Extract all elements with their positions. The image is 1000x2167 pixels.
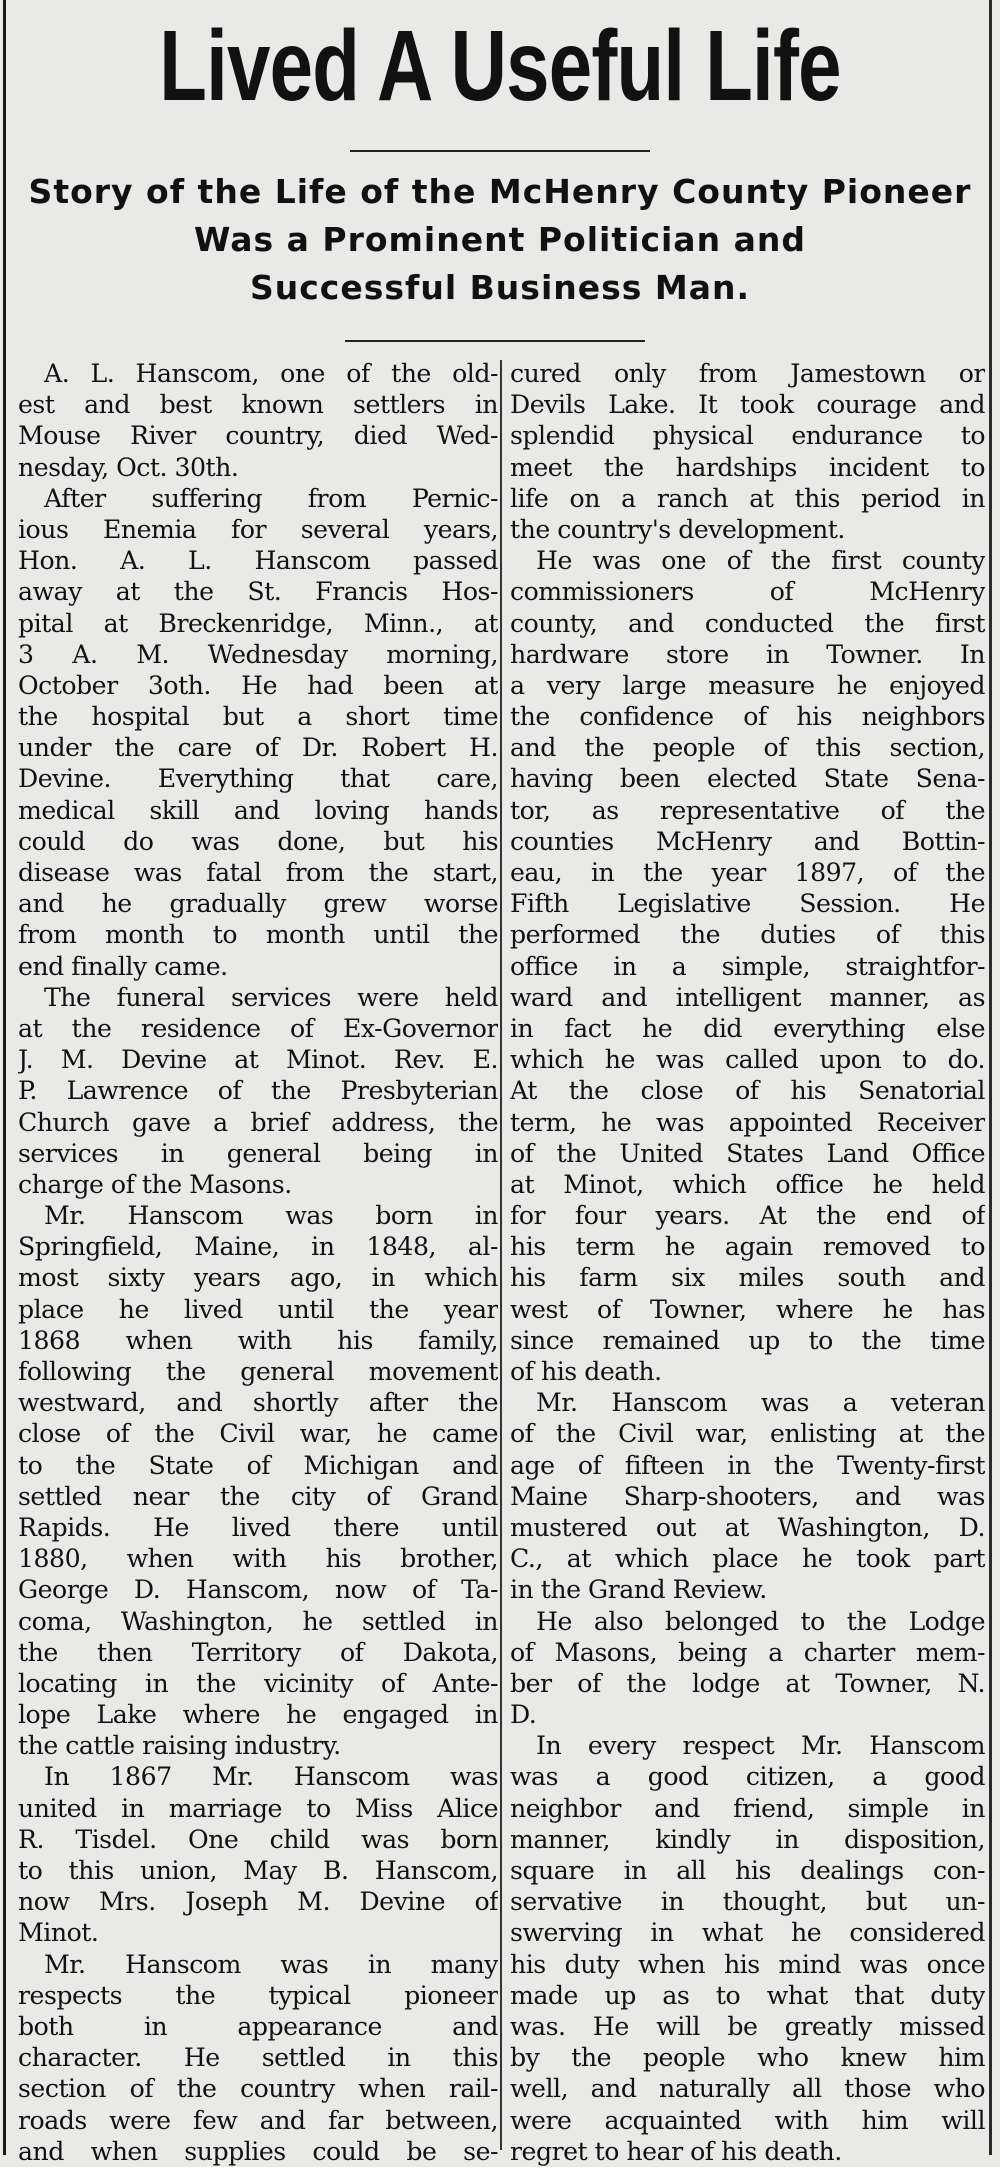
article-line: by the people who knew him [510,2043,985,2073]
article-line: were acquainted with him will [510,2105,985,2135]
article-line: following the general movement [18,1357,498,1386]
article-line: After suffering from Pernic- [44,483,498,513]
article-line: place he lived until the year [18,1294,498,1324]
article-line: Springfield, Maine, in 1848, al- [18,1232,498,1262]
article-line: Mr. Hanscom was in many [44,1949,498,1979]
article-line: at Minot, which office he held [510,1169,985,1199]
subheadline [0,168,1000,312]
article-line: could do was done, but his [18,826,498,856]
article-line: of the Civil war, enlisting at the [510,1419,985,1449]
article-line: D. [510,1700,537,1730]
article-line: The funeral services were held [44,982,498,1012]
article-line: He was one of the first county [536,546,985,576]
article-column-left [18,358,498,2167]
article-line: the then Territory of Dakota, [18,1637,498,1667]
article-line: est and best known settlers in [18,390,498,420]
article-line: lope Lake where he engaged in [18,1700,498,1730]
left-column-rule [3,0,6,2155]
article-line: swerving in what he considered [510,1918,985,1948]
article-line: roads were few and far between, [18,2105,498,2135]
article-line: ious Enemia for several years, [18,514,498,544]
article-line: end finally came. [18,951,228,981]
right-column-rule [989,0,992,2155]
article-line: He also belonged to the Lodge [536,1606,985,1636]
article-line: commissioners of McHenry [510,577,985,607]
article-line: the country's development. [510,514,845,544]
article-line: settled near the city of Grand [18,1481,498,1511]
article-line: 3 A. M. Wednesday morning, [18,639,498,669]
article-line: the confidence of his neighbors [510,702,985,732]
article-line: most sixty years ago, in which [18,1263,498,1293]
headline: Lived A Useful Life [159,10,841,122]
article-line: pital at Breckenridge, Minn., at [18,608,498,638]
column-divider [500,360,502,2150]
article-line: of the United States Land Office [510,1138,985,1168]
article-line: Rapids. He lived there until [18,1512,498,1542]
article-line: and when supplies could be se- [18,2136,498,2166]
subheadline-line: Was a Prominent Politician and [194,220,806,259]
article-line: his duty when his mind was once [510,1949,985,1979]
article-line: and the people of this section, [510,733,985,763]
article-line: neighbor and friend, simple in [510,1793,985,1823]
article-line: A. L. Hanscom, one of the old- [44,359,498,388]
article-line: ward and intelligent manner, as [510,982,985,1012]
article-line: eau, in the year 1897, of the [510,858,985,887]
article-line: square in all his dealings con- [510,1856,985,1885]
article-line: October 3oth. He had been at [18,670,498,700]
deck-divider [345,340,645,342]
article-line: away at the St. Francis Hos- [18,577,498,607]
article-line: section of the country when rail- [18,2074,498,2104]
article-line: Mr. Hanscom was a veteran [536,1388,985,1418]
article-line: was a good citizen, a good [510,1762,985,1792]
article-line: office in a simple, straightfor- [510,951,985,981]
article-line: medical skill and loving hands [18,795,498,825]
article-line: regret to hear of his death. [510,2136,842,2166]
article-line: having been elected State Sena- [510,764,985,794]
article-line: in the Grand Review. [510,1575,767,1605]
article-line: disease was fatal from the start, [18,858,498,887]
article-line: to the State of Michigan and [18,1450,498,1480]
article-line: was. He will be greatly missed [510,2011,985,2041]
article-line: his farm six miles south and [510,1263,985,1293]
article-line: At the close of his Senatorial [510,1076,985,1106]
article-line: life on a ranch at this period in [510,483,985,513]
article-line: west of Towner, where he has [510,1294,985,1324]
article-line: which he was called upon to do. [510,1045,985,1075]
article-line: tor, as representative of the [510,795,985,825]
article-line: under the care of Dr. Robert H. [18,733,498,763]
article-line: the cattle raising industry. [18,1731,341,1761]
article-line: from month to month until the [18,920,498,950]
article-line: counties McHenry and Bottin- [510,826,985,856]
article-line: made up as to what that duty [510,1980,985,2010]
article-line: 1880, when with his brother, [18,1544,498,1574]
article-line: C., at which place he took part [510,1544,985,1574]
article-line: locating in the vicinity of Ante- [18,1668,498,1698]
article-line: cured only from Jamestown or [510,359,985,388]
article-line: Devine. Everything that care, [18,764,498,794]
article-line: Minot. [18,1918,99,1948]
article-line: charge of the Masons. [18,1169,292,1199]
article-line: now Mrs. Joseph M. Devine of [18,1887,498,1917]
article-line: age of fifteen in the Twenty-first [510,1450,985,1480]
headline-divider [350,150,650,152]
article-line: and he gradually grew worse [18,889,498,919]
article-line: mustered out at Washington, D. [510,1512,985,1542]
article-line: well, and naturally all those who [510,2074,985,2104]
article-line: ber of the lodge at Towner, N. [510,1668,985,1698]
article-line: character. He settled in this [18,2043,498,2073]
article-line: Hon. A. L. Hanscom passed [18,546,498,576]
article-line: hardware store in Towner. In [510,639,985,669]
article-line: nesday, Oct. 30th. [18,452,239,482]
article-line: manner, kindly in disposition, [510,1824,985,1854]
article-line: George D. Hanscom, now of Ta- [18,1575,498,1605]
article-line: of his death. [510,1357,662,1386]
article-line: at the residence of Ex-Governor [18,1013,498,1043]
article-line: of Masons, being a charter mem- [510,1637,985,1667]
article-line: coma, Washington, he settled in [18,1606,498,1636]
article-line: R. Tisdel. One child was born [18,1824,498,1854]
article-line: In every respect Mr. Hanscom [536,1731,985,1761]
article-line: westward, and shortly after the [18,1388,498,1418]
article-line: Church gave a brief address, the [18,1107,498,1137]
subheadline-line: Successful Business Man. [249,268,751,307]
article-line: since remained up to the time [510,1325,985,1355]
article-line: Devils Lake. It took courage and [510,390,985,420]
article-line: Maine Sharp-shooters, and was [510,1481,985,1511]
article-line: the hospital but a short time [18,702,498,732]
article-line: meet the hardships incident to [510,452,985,482]
article-line: Mouse River country, died Wed- [18,421,498,451]
article-line: J. M. Devine at Minot. Rev. E. [18,1045,498,1075]
article-line: a very large measure he enjoyed [510,670,985,700]
article-line: Mr. Hanscom was born in [44,1201,498,1231]
article-column-right [510,358,985,2167]
article-line: county, and conducted the first [510,608,985,638]
article-line: for four years. At the end of [510,1201,985,1231]
article-line: in fact he did everything else [510,1013,985,1043]
article-line: close of the Civil war, he came [18,1419,498,1449]
article-line: respects the typical pioneer [18,1980,498,2010]
article-line: In 1867 Mr. Hanscom was [44,1762,498,1792]
article-line: P. Lawrence of the Presbyterian [18,1076,498,1106]
article-line: performed the duties of this [510,920,985,950]
article-line: splendid physical endurance to [510,421,985,451]
article-line: Fifth Legislative Session. He [510,889,985,919]
article-line: to this union, May B. Hanscom, [18,1856,498,1885]
article-line: servative in thought, but un- [510,1887,985,1917]
article-line: 1868 when with his family, [18,1325,498,1355]
article-line: services in general being in [18,1138,498,1168]
article-line: both in appearance and [18,2011,498,2041]
article-line: united in marriage to Miss Alice [18,1793,498,1823]
article-line: term, he was appointed Receiver [510,1107,985,1137]
article-line: his term he again removed to [510,1232,985,1262]
subheadline-line: Story of the Life of the McHenry County Pioneer [28,172,972,211]
